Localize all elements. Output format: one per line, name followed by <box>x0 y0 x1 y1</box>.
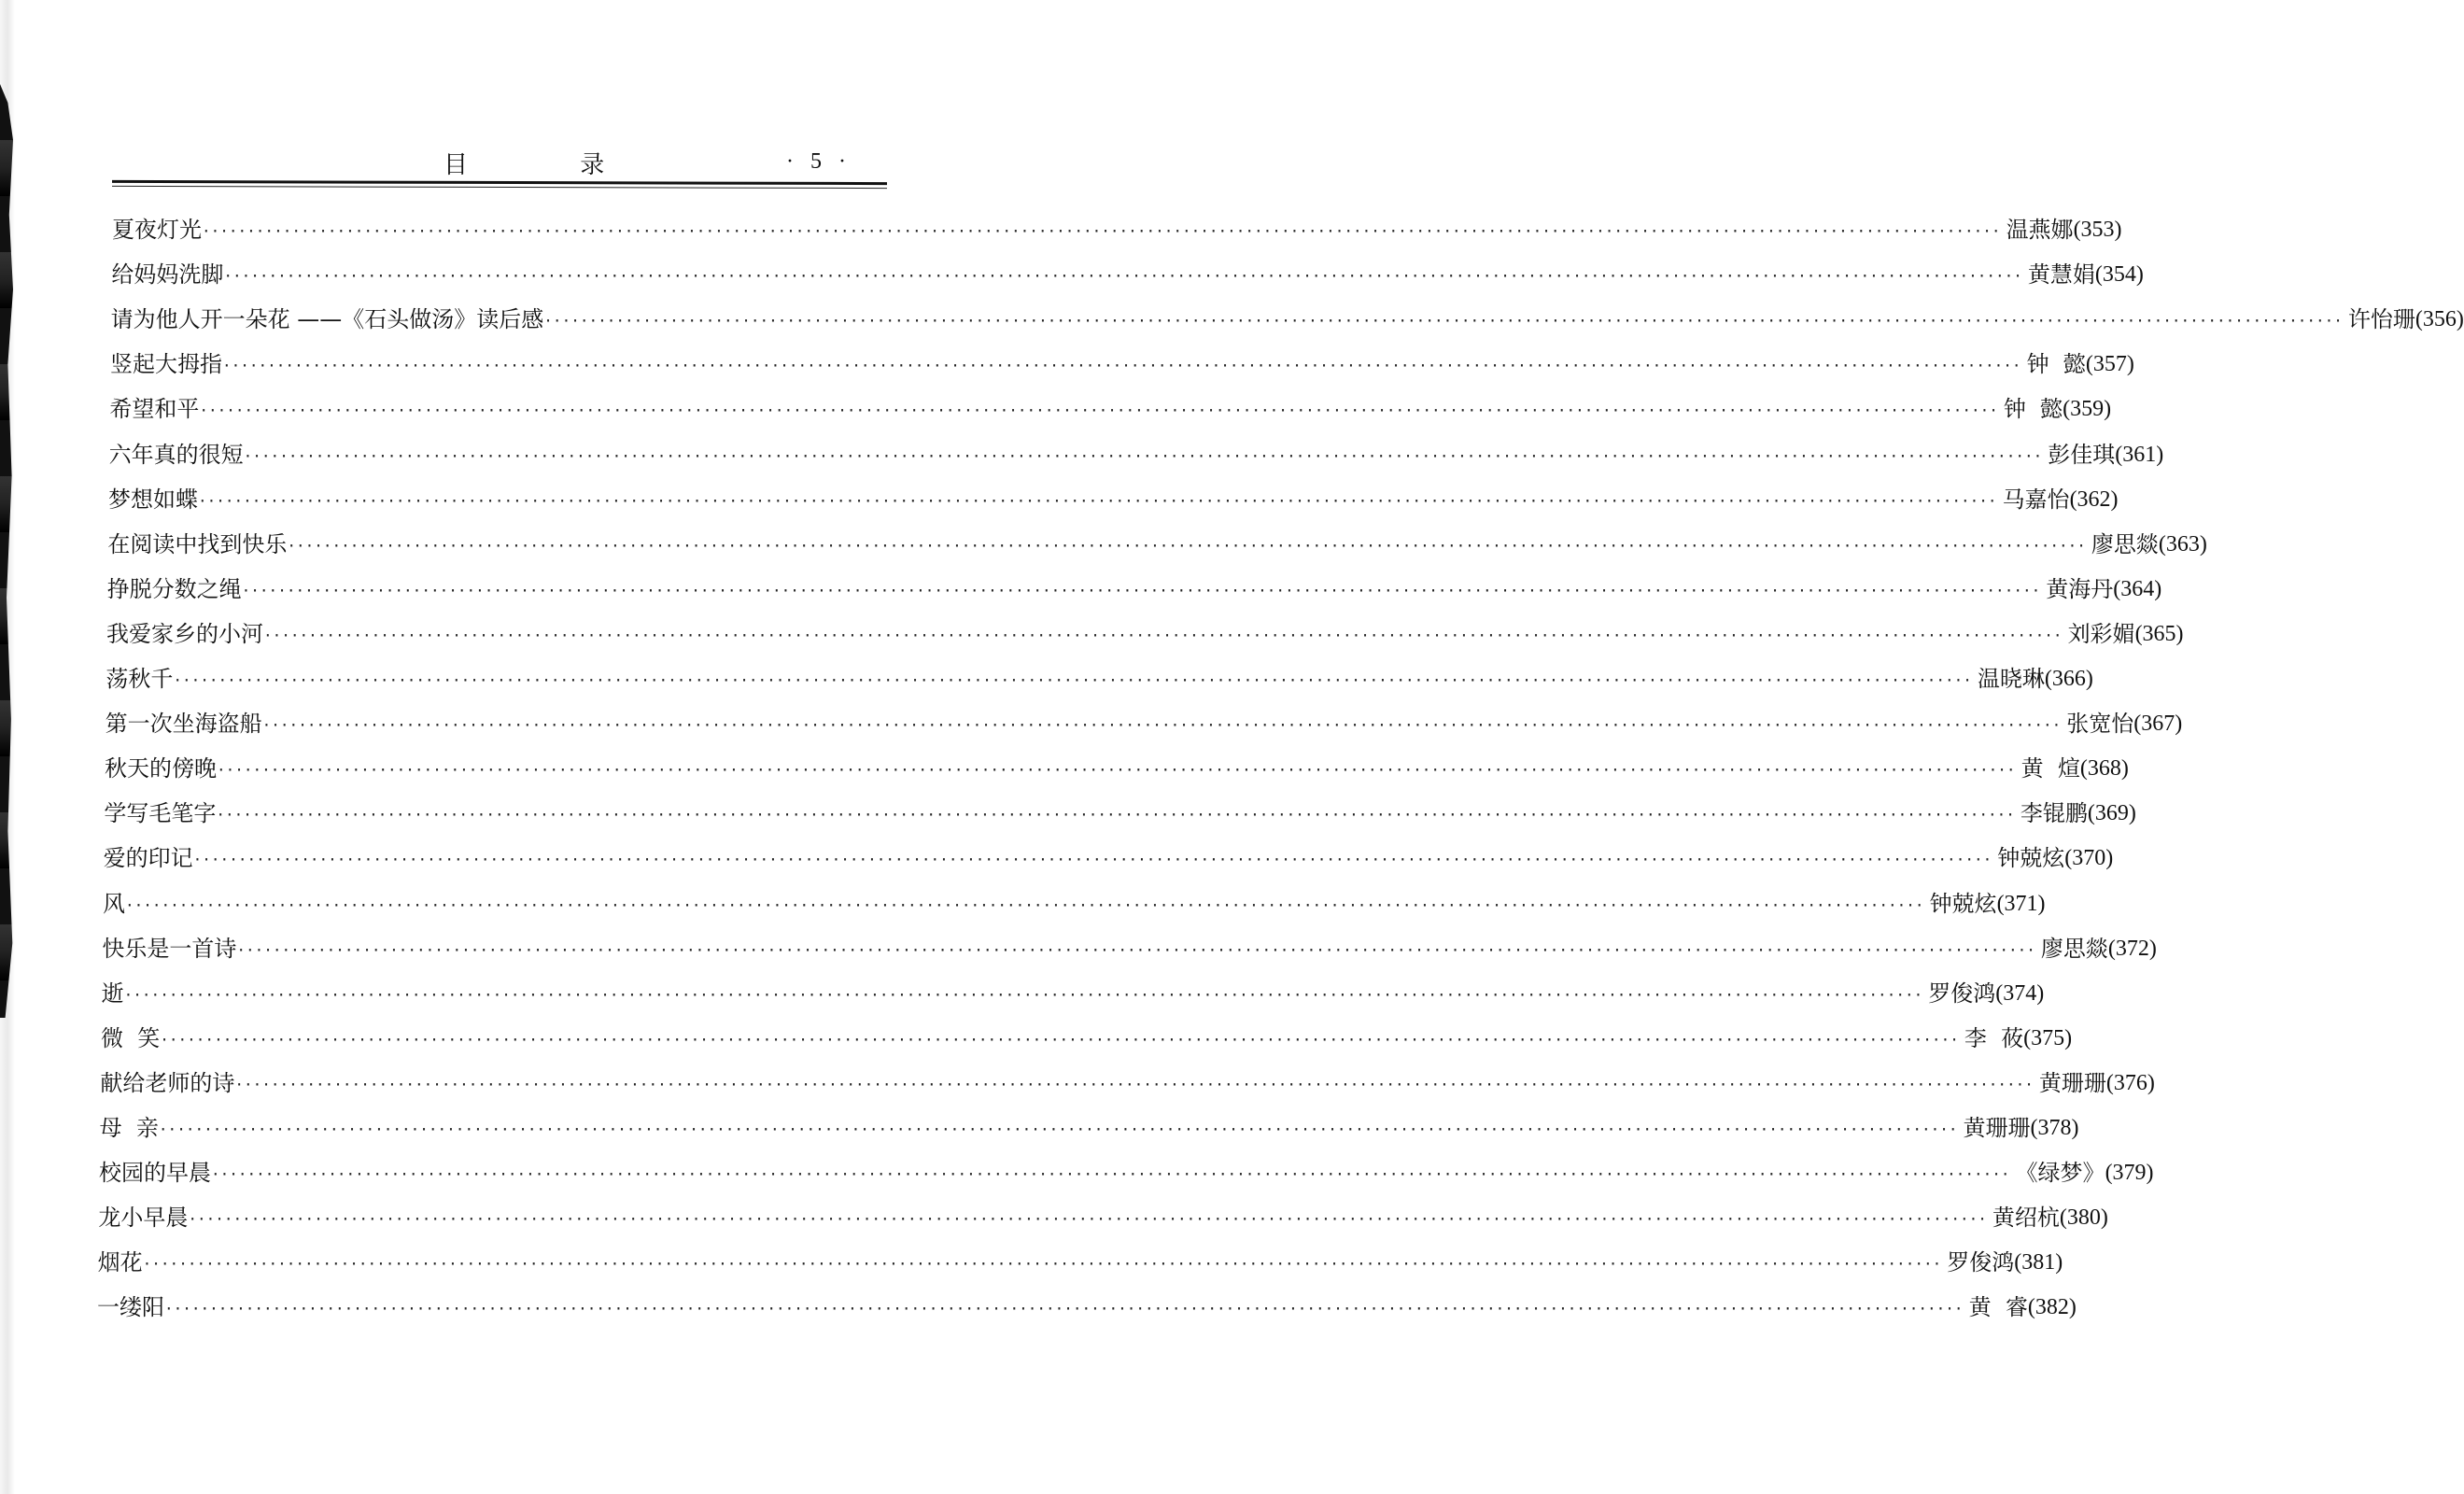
toc-entry-author: 彭佳琪 <box>2048 441 2116 468</box>
toc-entry-author: 张宽怡 <box>2066 711 2134 738</box>
dot-leader: ········································································································································································································ <box>216 806 2015 825</box>
dot-leader: ········································································································································································································ <box>142 1255 1942 1274</box>
toc-entry <box>98 1195 2108 1233</box>
toc-entry <box>108 432 2164 470</box>
toc-entry-page: (379) <box>2105 1161 2154 1186</box>
dot-leader: ········································································································································································································ <box>287 536 2086 555</box>
dot-leader: ········································································································································································································ <box>198 491 1997 510</box>
toc-entry-author: 黄绍杭 <box>1992 1205 2060 1232</box>
toc-entry-author: 罗俊鸿 <box>1947 1249 2015 1276</box>
toc-entry <box>103 836 2114 873</box>
toc-entry-page: (374) <box>1995 980 2045 1006</box>
toc-entry-title: 在阅读中找到快乐 <box>107 530 288 557</box>
toc-entry <box>101 1016 2073 1053</box>
toc-entry-title: 梦想如蝶 <box>108 486 198 513</box>
toc-entry-title: 竖起大拇指 <box>110 351 222 378</box>
dot-leader: ········································································································································································································ <box>234 1075 2034 1093</box>
toc-entry-title: 荡秋千 <box>106 666 174 692</box>
toc-entry-author: 刘彩媚 <box>2067 620 2135 647</box>
dot-leader: ········································································································································································································ <box>543 312 2343 331</box>
toc-entry-title: 爱的印记 <box>103 845 193 872</box>
toc-entry-title: 微 笑 <box>101 1024 161 1051</box>
toc-entry-title: 秋天的傍晚 <box>105 755 217 782</box>
toc-entry-title: 母 亲 <box>99 1115 159 1141</box>
toc-entry-page: (357) <box>2085 352 2134 377</box>
toc-entry-page: (363) <box>2158 531 2207 557</box>
toc-entry <box>109 387 2112 424</box>
toc-entry-author: 廖思燚 <box>2040 935 2108 962</box>
toc-entry-author: 李 莜 <box>1964 1024 2024 1051</box>
dot-leader: ········································································································································································································ <box>188 1210 1987 1229</box>
toc-entry <box>104 791 2136 828</box>
toc-entry <box>106 656 2093 694</box>
dot-leader: ········································································································································································································ <box>263 626 2063 644</box>
toc-entry <box>102 926 2157 964</box>
toc-entry-title: 校园的早晨 <box>99 1160 211 1187</box>
toc-entry-author: 李锟鹏 <box>2020 800 2088 827</box>
toc-entry-title: 第一次坐海盗船 <box>105 711 262 738</box>
toc-entry <box>106 612 2184 649</box>
toc-entry-title: 我爱家乡的小河 <box>106 620 263 647</box>
toc-entry-page: (371) <box>1996 891 2046 916</box>
toc-entry-author: 黄慧娟 <box>2027 261 2095 289</box>
toc-entry-title: 龙小早晨 <box>98 1205 189 1232</box>
toc-entry-page: (368) <box>2079 756 2129 782</box>
toc-entry-page: (354) <box>2094 262 2144 288</box>
toc-entry-author: 温燕娜 <box>2006 217 2074 243</box>
toc-entry-author: 钟兢炫 <box>1929 890 1997 917</box>
toc-entry-title: 希望和平 <box>109 396 200 423</box>
toc-entry-page: (361) <box>2115 442 2164 467</box>
dot-leader: ········································································································································································································ <box>261 716 2062 735</box>
toc-entry <box>97 1240 2063 1277</box>
toc-entry-author: 黄海丹 <box>2046 575 2114 602</box>
dot-leader: ········································································································································································································ <box>211 1165 2010 1184</box>
toc-entry-page: (380) <box>2059 1205 2108 1231</box>
toc-entry-page: (381) <box>2014 1250 2063 1276</box>
toc-entry-page: (375) <box>2023 1025 2073 1050</box>
dot-leader: ········································································································································································································ <box>202 222 2001 240</box>
toc-entry <box>110 297 2464 334</box>
toc-entry-page: (365) <box>2134 621 2184 646</box>
toc-entry-title: 献给老师的诗 <box>100 1069 235 1096</box>
dot-leader: ········································································································································································································ <box>199 402 1998 420</box>
toc-entry-page: (359) <box>2063 397 2112 422</box>
page-title: 目 录 <box>444 151 657 179</box>
toc-entry <box>112 207 2122 245</box>
page-number: · 5 · <box>786 149 852 174</box>
dot-leader: ········································································································································································································ <box>222 357 2021 375</box>
toc-entry <box>99 1106 2079 1143</box>
dot-leader: ········································································································································································································ <box>158 1120 1958 1138</box>
toc-entry-title: 六年真的很短 <box>108 441 244 468</box>
toc-entry <box>101 971 2045 1008</box>
toc-entry-author: 罗俊鸿 <box>1928 980 1996 1007</box>
toc-entry-title: 一缕阳 <box>97 1294 164 1321</box>
toc-entry <box>111 252 2144 289</box>
toc-entry-page: (364) <box>2113 576 2162 601</box>
toc-entry-page: (378) <box>2030 1116 2079 1140</box>
toc-entry-page: (376) <box>2105 1070 2155 1095</box>
toc-entry-author: 钟 懿 <box>2026 351 2086 378</box>
toc-entry-author: 温晓琳 <box>1977 666 2045 692</box>
toc-entry-author: 钟 懿 <box>2003 396 2063 423</box>
dot-leader: ········································································································································································································ <box>223 267 2022 286</box>
toc-entry-author: 马嘉怡 <box>2002 486 2070 513</box>
dot-leader: ········································································································································································································ <box>236 940 2035 959</box>
toc-entry-title: 夏夜灯光 <box>112 217 202 243</box>
toc-entry <box>106 567 2162 604</box>
toc-entry-page: (367) <box>2133 712 2183 737</box>
toc-entry-author: 《绿梦》 <box>2015 1160 2105 1187</box>
toc-entry-author: 许怡珊 <box>2347 306 2415 333</box>
dot-leader: ········································································································································································································ <box>160 1030 1959 1049</box>
toc-entry <box>99 1150 2154 1188</box>
toc-entry-page: (382) <box>2027 1295 2077 1320</box>
dot-leader: ········································································································································································································ <box>243 446 2043 465</box>
toc-entry-title: 逝 <box>101 980 124 1007</box>
toc-entry-author: 黄珊珊 <box>2038 1069 2106 1096</box>
toc-entry <box>108 477 2119 514</box>
toc-entry <box>107 522 2207 559</box>
toc-entry-author: 黄 睿 <box>1968 1294 2028 1321</box>
dot-leader: ········································································································································································································ <box>123 985 1923 1004</box>
toc-entry-title: 给妈妈洗脚 <box>111 261 224 289</box>
toc-entry-page: (356) <box>2415 307 2464 332</box>
dot-leader: ········································································································································································································ <box>241 581 2041 599</box>
toc-entry-author: 钟兢炫 <box>1997 845 2065 872</box>
dot-leader: ········································································································································································································ <box>217 761 2016 780</box>
toc-entry <box>105 746 2129 783</box>
toc-entry-author: 廖思燚 <box>2091 530 2159 557</box>
dot-leader: ········································································································································································································ <box>125 895 1924 914</box>
toc-entry-page: (366) <box>2044 667 2093 691</box>
toc-entry-page: (372) <box>2107 936 2157 961</box>
toc-entry-page: (369) <box>2087 801 2136 826</box>
toc-entry-page: (353) <box>2073 218 2122 242</box>
toc-entry <box>105 701 2183 739</box>
toc-entry-author: 黄珊珊 <box>1963 1115 2031 1141</box>
toc-entry <box>110 342 2134 379</box>
toc-entry <box>97 1285 2077 1322</box>
toc-entry-title: 挣脱分数之绳 <box>106 575 242 602</box>
toc-entry-title: 风 <box>103 890 125 917</box>
dot-leader: ········································································································································································································ <box>173 671 1972 689</box>
toc-entry-title: 烟花 <box>97 1249 143 1276</box>
toc-entry-page: (370) <box>2064 846 2114 871</box>
toc-entry-author: 黄 煊 <box>2020 755 2080 782</box>
toc-entry-title: 请为他人开一朵花 ——《石头做汤》读后感 <box>110 306 544 333</box>
toc-entry <box>103 881 2046 919</box>
toc-entry <box>100 1061 2155 1098</box>
dot-leader: ········································································································································································································ <box>192 851 1992 869</box>
toc-entry-title: 学写毛笔字 <box>104 800 217 827</box>
dot-leader: ········································································································································································································ <box>164 1300 1964 1318</box>
toc-entry-page: (362) <box>2069 486 2119 512</box>
toc-entry-title: 快乐是一首诗 <box>102 935 237 962</box>
